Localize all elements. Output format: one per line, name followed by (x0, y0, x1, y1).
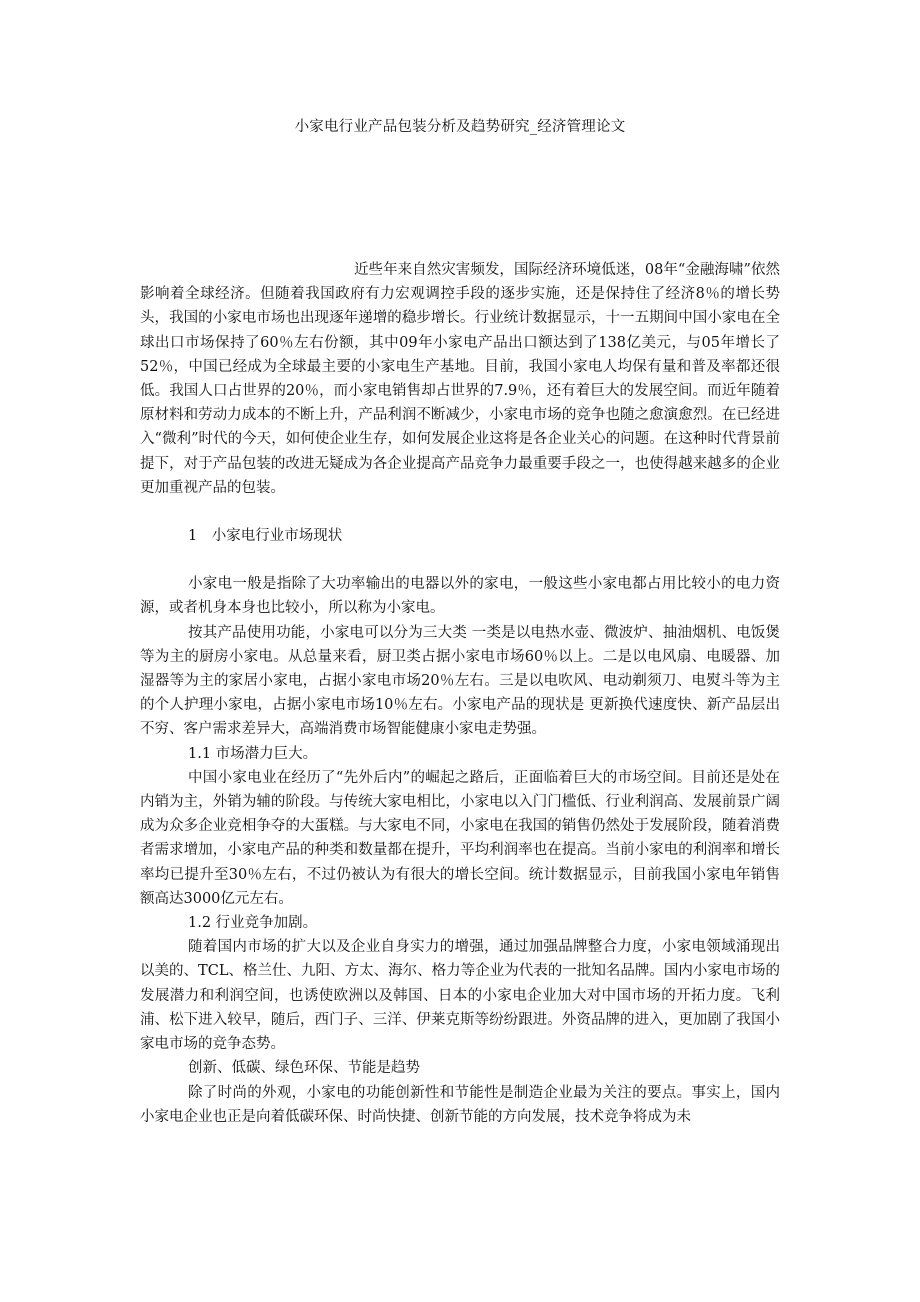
section-1-heading: 1 小家电行业市场现状 (188, 528, 343, 545)
document-title: 小家电行业产品包装分析及趋势研究_经济管理论文 (294, 119, 626, 135)
spacer (140, 500, 780, 524)
document-body (140, 258, 780, 1129)
section-1-paragraph-1: 小家电一般是指除了大功率输出的电器以外的家电，一般这些小家电都占用比较小的电力资源，或者机身本身也比较小，所以称为小家电。 (140, 576, 780, 617)
section-1-2-paragraph: 随着国内市场的扩大以及企业自身实力的增强，通过加强品牌整合力度，小家电领域涌现出以美的、TCL、格兰仕、九阳、方太、海尔、格力等企业为代表的一批知名品牌。国内小家电市场的发展潜力和利润空间，也诱使欧洲以及韩国、日本的小家电企业加大对中国市场的开拓力度。飞利浦、松下进入较早，随后，西门子、三洋、伊莱克斯等纷纷跟进。外资品牌的进入，更加剧了我国小家电市场的竞争态势。 (140, 939, 780, 1053)
section-1-1-paragraph: 中国小家电业在经历了“先外后内”的崛起之路后，正面临着巨大的市场空间。目前还是处在内销为主，外销为辅的阶段。与传统大家电相比，小家电以入门门槛低、行业利润高、发展前景广阔成为众多企业竞相争夺的大蛋糕。与大家电不同，小家电在我国的销售仍然处于发展阶段，随着消费者需求增加，小家电产品的种类和数量都在提升，平均利润率也在提高。当前小家电的利润率和增长率均已提升至30％左右，不过仍被认为有很大的增长空间。统计数据显示，目前我国小家电年销售额高达3000亿元左右。 (140, 769, 780, 907)
section-1-1-heading: 1.1 市场潜力巨大。 (188, 745, 318, 762)
spacer (140, 548, 780, 572)
section-1-paragraph-2: 按其产品使用功能，小家电可以分为三大类 一类是以电热水壶、微波炉、抽油烟机、电饭煲等为主的厨房小家电。从总量来看，厨卫类占据小家电市场60％以上。二是以电风扇、电暖器、加湿器等为主的家居小家电，占据小家电市场20％左右。三是以电吹风、电动剃须刀、电熨斗等为主的个人护理小家电，占据小家电市场10％左右。小家电产品的现状是 更新换代速度快、新产品层出不穷、客户需求差异大，高端消费市场智能健康小家电走势强。 (140, 624, 780, 738)
section-1-2-heading: 1.2 行业竞争加剧。 (188, 915, 318, 932)
section-1-3-heading: 创新、低碳、绿色环保、节能是趋势 (188, 1060, 420, 1077)
intro-paragraph: 近些年来自然灾害频发，国际经济环境低迷，08年“金融海啸”依然影响着全球经济。但随着我国政府有力宏观调控手段的逐步实施，还是保持住了经济8％的增长势头，我国的小家电市场也出现逐年递增的稳步增长。行业统计数据显示，十一五期间中国小家电在全球出口市场保持了60％左右份额，其中09年小家电产品出口额达到了138亿美元，与05年增长了52％，中国已经成为全球最主要的小家电生产基地。目前，我国小家电人均保有量和普及率都还很低。我国人口占世界的20％，而小家电销售却占世界的7.9％，还有着巨大的发展空间。而近年随着原材料和劳动力成本的不断上升，产品利润不断减少，小家电市场的竞争也随之愈演愈烈。在已经进入“微利”时代的今天，如何使企业生存，如何发展企业这将是各企业关心的问题。在这种时代背景前提下，对于产品包装的改进无疑成为各企业提高产品竞争力最重要手段之一，也使得越来越多的企业更加重视产品的包装。 (140, 262, 780, 496)
section-1-3-paragraph: 除了时尚的外观，小家电的功能创新性和节能性是制造企业最为关注的要点。事实上，国内小家电企业也正是向着低碳环保、时尚快捷、创新节能的方向发展，技术竞争将成为未 (140, 1084, 780, 1125)
